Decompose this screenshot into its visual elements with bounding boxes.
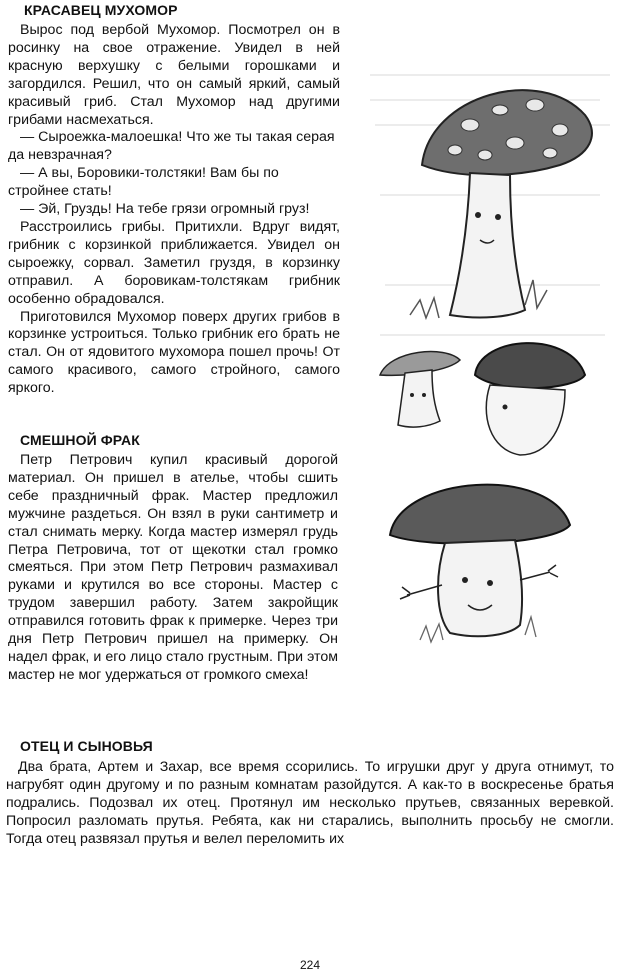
mushrooms-illustration bbox=[350, 55, 620, 655]
story1-body bbox=[8, 22, 340, 398]
story2-body bbox=[8, 452, 338, 685]
story3-title: ОТЕЦ И СЫНОВЬЯ bbox=[20, 738, 153, 754]
story1-title: КРАСАВЕЦ МУХОМОР bbox=[24, 2, 178, 18]
page-number: 224 bbox=[299, 958, 321, 972]
story1-paragraph-3: — А вы, Боровики-толстяки! Вам бы по стройнее стать! bbox=[8, 165, 279, 200]
story3-body: Два брата, Артем и Захар, все время ссорились. То игрушки друг у друга отнимут, то нагрубят один другому и по разным комнатам разойдутся. А как-то в воскресенье братья подрались. Подозвал их отец. Протянул им несколько прутьев, связанных веревкой. Попросил разломать прутья. Ребята, как ни старались, выполнить просьбу не смогли. Тогда отец развязал прутья и велел переломить их bbox=[6, 759, 614, 847]
story1-paragraph-4: — Эй, Груздь! На тебе грязи огромный груз! bbox=[20, 201, 310, 218]
mushroom-with-hands-drawing bbox=[390, 485, 570, 642]
story1-paragraph-2: — Сыроежка-малоешка! Что же ты такая серая да невзрачная? bbox=[8, 129, 335, 164]
story2-paragraph-1: Петр Петрович купил красивый дорогой материал. Он пришел в ателье, чтобы сшить себе праздничный фрак. Мастер предложил мужчине раздеться. Он взял в руки сантиметр и стал снимать мерку. Когда мастер измерял грудь Петра Петровича, тот от щекотки стал громко смеяться. При этом Петр Петрович размахивал руками и крутился во все стороны. Мастер с трудом завершил работу. Затем закройщик отправился готовить фрак к примерке. Через три дня Петр Петрович пришел на примерку. Он надел фрак, и его лицо стало грустным. При этом мастер не мог удержаться от громкого смеха! bbox=[8, 452, 338, 683]
story2-title: СМЕШНОЙ ФРАК bbox=[20, 432, 140, 448]
russula-drawing bbox=[380, 352, 460, 428]
fly-agaric-drawing bbox=[410, 90, 592, 318]
story1-paragraph-1: Вырос под вербой Мухомор. Посмотрел он в росинку на свое отражение. Увидел в ней красную верхушку с белыми горошками и загордился. Решил, что он самый яркий, самый красивый гриб. Стал Мухомор над другими грибами насмехаться. bbox=[8, 22, 340, 128]
boletus-drawing bbox=[475, 343, 585, 455]
story1-paragraph-5: Расстроились грибы. Притихли. Вдруг видят, грибник с корзинкой приближается. Увидел он сыроежку, сорвал. Заметил груздя, в корзинку отправил. А боровикам-толстякам грибник особенно обрадовался. bbox=[8, 218, 340, 307]
story1-paragraph-6: Приготовился Мухомор поверх других грибов в корзинке устроиться. Только грибник его брать не стал. Он от ядовитого мухомора пошел прочь! От самого красивого, самого стройного, самого яркого. bbox=[8, 308, 340, 397]
